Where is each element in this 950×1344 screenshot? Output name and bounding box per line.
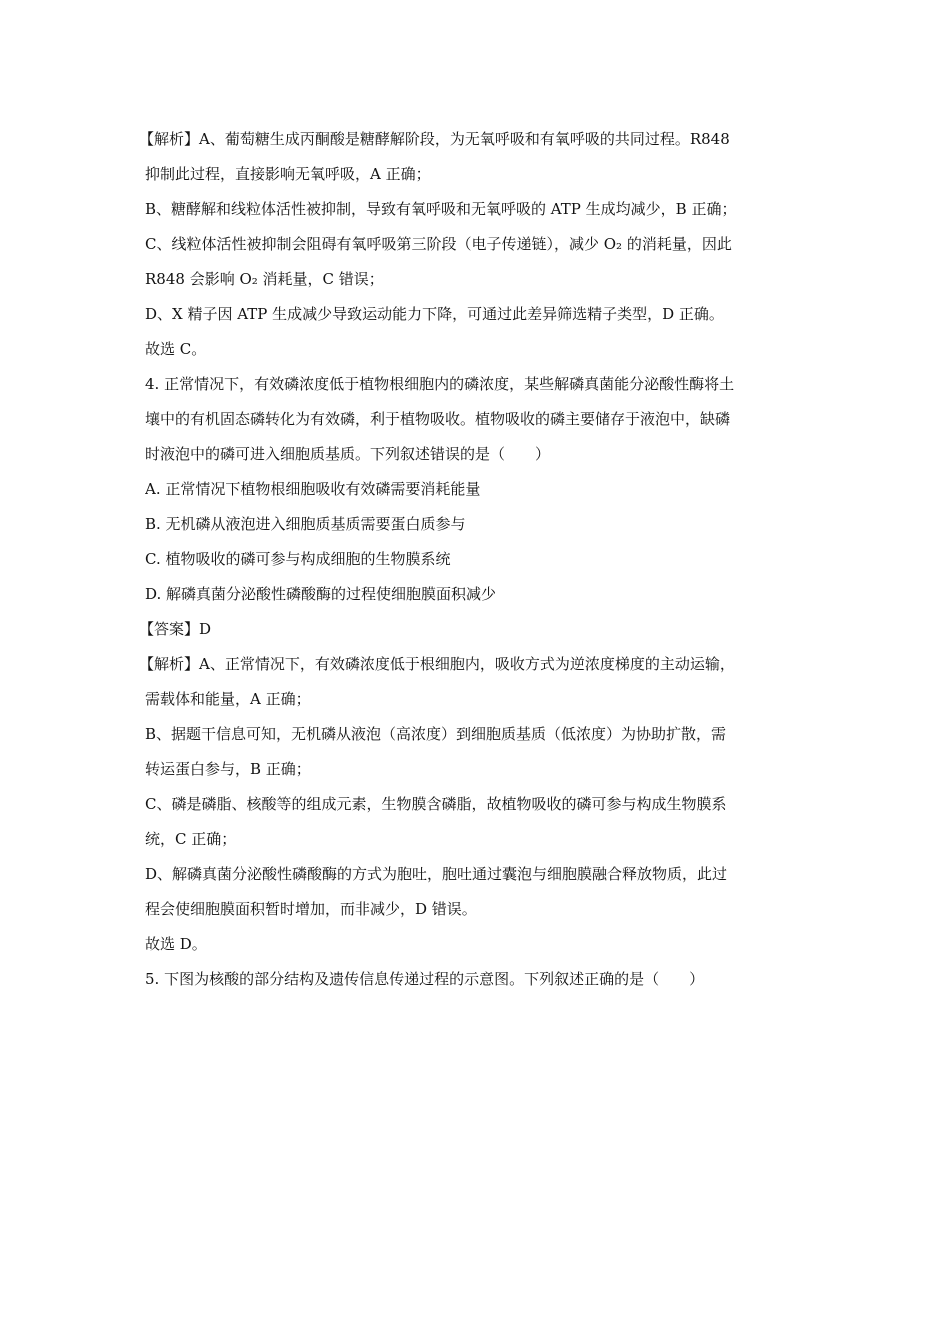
q4-analysis-line-7: D、解磷真菌分泌酸性磷酸酶的方式为胞吐，胞吐通过囊泡与细胞膜融合释放物质，此过 [145, 865, 728, 883]
q4-stem-line-3: 时液泡中的磷可进入细胞质基质。下列叙述错误的是（ ） [145, 445, 551, 463]
q4-stem-line-1: 4. 正常情况下，有效磷浓度低于植物根细胞内的磷浓度，某些解磷真菌能分泌酸性酶将土 [145, 375, 735, 393]
q4-analysis-line-6: 统，C 正确； [145, 830, 237, 848]
q4-answer: 【答案】D [139, 620, 212, 638]
q4-analysis-line-8: 程会使细胞膜面积暂时增加，而非减少，D 错误。 [145, 900, 477, 918]
q4-option-b: B. 无机磷从液泡进入细胞质基质需要蛋白质参与 [145, 515, 466, 533]
q3-conclusion: 故选 C。 [145, 340, 207, 358]
q4-conclusion: 故选 D。 [145, 935, 207, 953]
document-content [139, 122, 805, 997]
q3-analysis-option-c-line-2: R848 会影响 O₂ 消耗量，C 错误； [145, 270, 384, 288]
q3-analysis-line-2: 抑制此过程，直接影响无氧呼吸，A 正确； [145, 165, 431, 183]
q4-option-d: D. 解磷真菌分泌酸性磷酸酶的过程使细胞膜面积减少 [145, 585, 497, 603]
q3-analysis-line-1: 【解析】A、葡萄糖生成丙酮酸是糖酵解阶段，为无氧呼吸和有氧呼吸的共同过程。R848 [139, 130, 730, 148]
q3-analysis-option-c-line-1: C、线粒体活性被抑制会阻碍有氧呼吸第三阶段（电子传递链），减少 O₂ 的消耗量，因此 [145, 235, 732, 253]
q4-analysis-line-3: B、据题干信息可知，无机磷从液泡（高浓度）到细胞质基质（低浓度）为协助扩散，需 [145, 725, 727, 743]
q4-analysis-line-4: 转运蛋白参与，B 正确； [145, 760, 311, 778]
q3-analysis-option-b: B、糖酵解和线粒体活性被抑制，导致有氧呼吸和无氧呼吸的 ATP 生成均减少，B 正确； [145, 200, 737, 218]
q4-analysis-line-2: 需载体和能量，A 正确； [145, 690, 311, 708]
q5-stem: 5. 下图为核酸的部分结构及遗传信息传递过程的示意图。下列叙述正确的是（ ） [145, 970, 705, 988]
q3-analysis-option-d: D、X 精子因 ATP 生成减少导致运动能力下降，可通过此差异筛选精子类型，D 正确。 [145, 305, 724, 323]
q4-analysis-line-1: 【解析】A、正常情况下，有效磷浓度低于根细胞内，吸收方式为逆浓度梯度的主动运输， [139, 655, 735, 673]
q4-option-c: C. 植物吸收的磷可参与构成细胞的生物膜系统 [145, 550, 451, 568]
q4-analysis-line-5: C、磷是磷脂、核酸等的组成元素，生物膜含磷脂，故植物吸收的磷可参与构成生物膜系 [145, 795, 727, 813]
q4-stem-line-2: 壤中的有机固态磷转化为有效磷，利于植物吸收。植物吸收的磷主要储存于液泡中，缺磷 [145, 410, 731, 428]
q4-option-a: A. 正常情况下植物根细胞吸收有效磷需要消耗能量 [145, 480, 481, 498]
